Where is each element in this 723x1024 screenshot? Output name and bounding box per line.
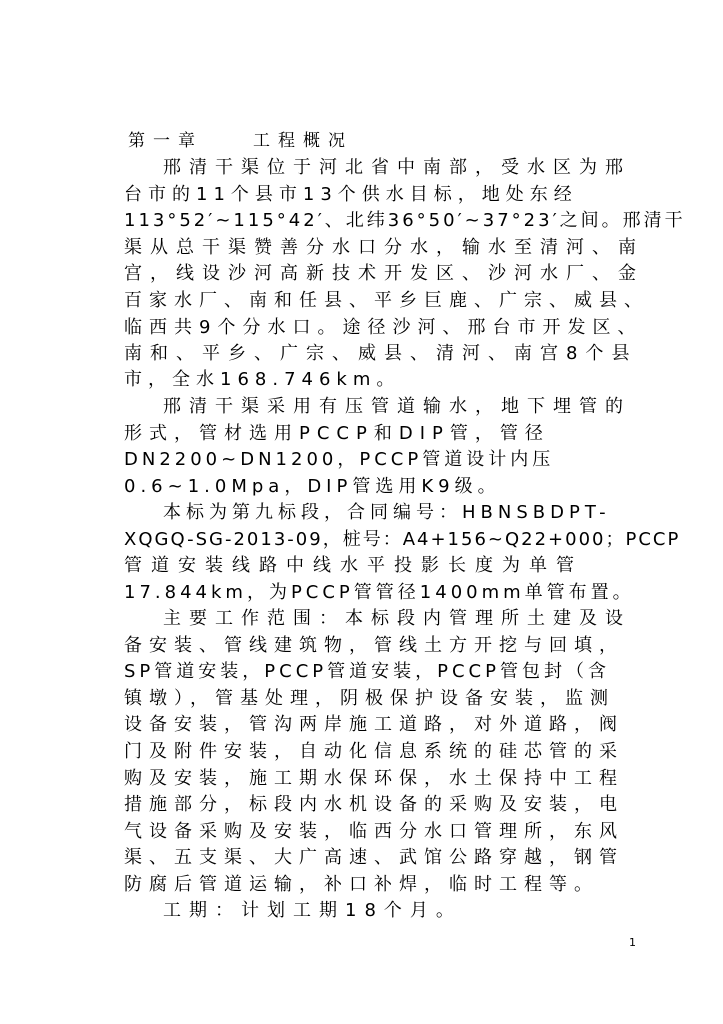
paragraph-line: 管道安装线路中线水平投影长度为单管 — [124, 555, 583, 576]
paragraph-line: 邢清干渠位于河北省中南部，受水区为邢 — [163, 157, 631, 178]
paragraph-line: 17.844km，为PCCP管管径1400mm单管布置。 — [124, 582, 635, 603]
paragraph-line: 本标为第九标段，合同编号：HBNSBDPT- — [163, 502, 611, 523]
paragraph-line: 主要工作范围：本标段内管理所土建及设 — [163, 608, 631, 629]
paragraph-line: 购及安装，施工期水保环保，水土保持中工程 — [124, 768, 624, 789]
paragraph-line: 防腐后管道运输，补口补焊，临时工程等。 — [124, 874, 599, 895]
paragraph-line: 形式，管材选用PCCP和DIP管，管径 — [124, 423, 550, 444]
paragraph-line: DN2200~DN1200，PCCP管道设计内压 — [124, 449, 555, 470]
paragraph-line: 气设备采购及安装，临西分水口管理所，东风 — [124, 821, 624, 842]
paragraph-line: 工期：计划工期18个月。 — [163, 900, 462, 921]
paragraph-line: 113°52′~115°42′、北纬36°50′~37°23′之间。邢清干 — [124, 210, 686, 231]
chapter-number: 第一章 — [128, 131, 203, 151]
paragraph-line: 临西共9个分水口。途径沙河、邢台市开发区、 — [124, 317, 643, 338]
page-number: 1 — [629, 936, 636, 949]
paragraph-line: 市，全水168.746km。 — [124, 369, 401, 390]
paragraph-line: 备安装、管线建筑物，管线土方开挖与回填， — [124, 635, 624, 656]
paragraph-line: 门及附件安装，自动化信息系统的硅芯管的采 — [124, 741, 624, 762]
paragraph-line: 渠、五支渠、大广高速、武馆公路穿越，钢管 — [124, 847, 624, 868]
paragraph-line: 宫，线设沙河高新技术开发区、沙河水厂、金 — [124, 263, 644, 284]
paragraph-line: 措施部分，标段内水机设备的采购及安装，电 — [124, 794, 624, 815]
paragraph-line: XQGQ-SG-2013-09，桩号：A4+156~Q22+000；PCCP — [124, 529, 681, 550]
paragraph-line: 设备安装，管沟两岸施工道路，对外道路，阀 — [124, 714, 624, 735]
paragraph-line: 南和、平乡、广宗、威县、清河、南宫8个县 — [124, 343, 638, 364]
chapter-title: 工程概况 — [253, 131, 353, 151]
paragraph-line: SP管道安装，PCCP管道安装，PCCP管包封（含 — [124, 661, 610, 682]
chapter-heading — [128, 128, 353, 154]
paragraph-line: 镇墩），管基处理，阴极保护设备安装，监测 — [124, 688, 615, 709]
paragraph-line: 邢清干渠采用有压管道输水，地下埋管的 — [163, 396, 631, 417]
paragraph-line: 0.6~1.0Mpa，DIP管选用K9级。 — [124, 476, 501, 497]
paragraph-line: 渠从总干渠赞善分水口分水，输水至清河、南 — [124, 237, 644, 258]
paragraph-line: 百家水厂、南和任县、平乡巨鹿、广宗、威县、 — [124, 290, 649, 311]
paragraph-line: 台市的11个县市13个供水目标，地处东经 — [124, 184, 578, 205]
